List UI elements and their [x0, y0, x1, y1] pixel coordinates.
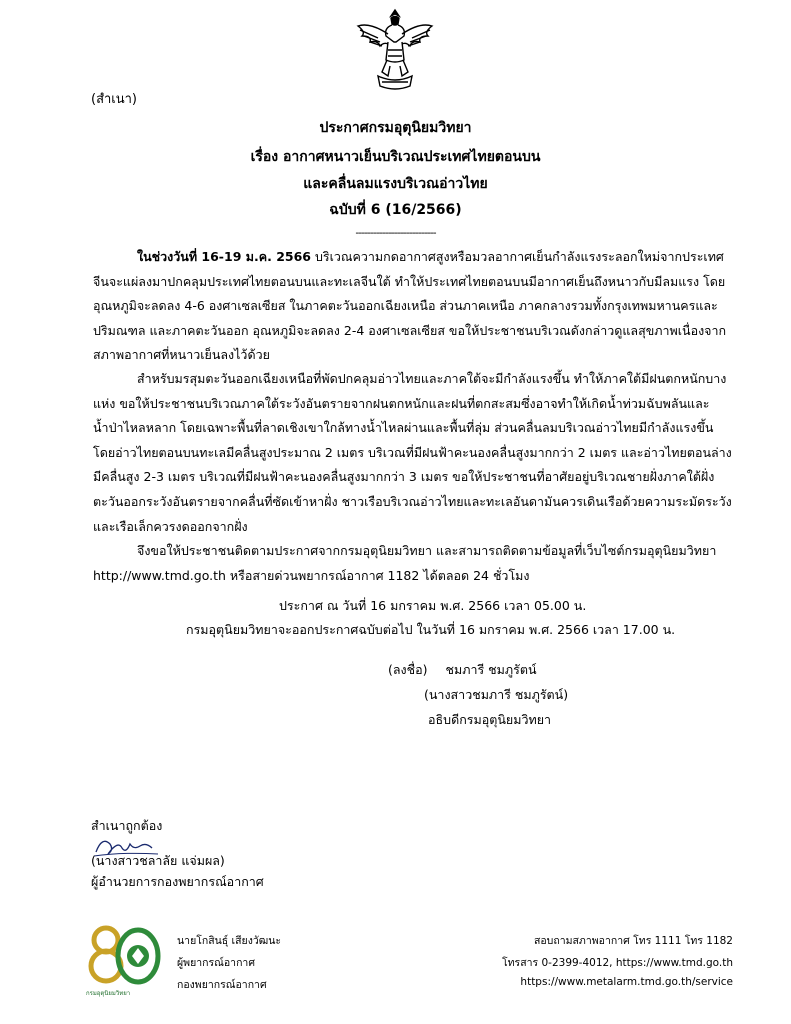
contact-fax-website: โทรสาร 0-2399-4012, https://www.tmd.go.th	[502, 957, 733, 969]
announcement-subject-line1: เรื่อง อากาศหนาวเย็นบริเวณประเทศไทยตอนบน	[250, 149, 541, 165]
announcement-issue-number: ฉบับที่ 6 (16/2566)	[329, 202, 462, 218]
announcement-datetime: ประกาศ ณ วันที่ 16 มกราคม พ.ศ. 2566 เวลา 05.00 น.	[279, 598, 587, 613]
forecaster-division: กองพยากรณ์อากาศ	[177, 979, 267, 991]
paragraph-cold-weather-text: บริเวณความกดอากาศสูงหรือมวลอากาศเย็นกำลังแรงระลอกใหม่จากประเทศจีนจะแผ่ลงมาปกคลุมประเทศไทยตอนบนและทะเลจีนใต้ ทำให้ประเทศไทยตอนบนมีอากาศเย็นถึงหนาวกับมีลมแรง โดยอุณหภูมิจะลดลง 4-6 องศาเซลเซียส ในภาคตะวันออกเฉียงเหนือ ส่วนภาคเหนือ ภาคกลางรวมทั้งกรุงเทพมหานครและปริมณฑล และภาคตะวันออก อุณหภูมิจะลดลง 2-4 องศาเซลเซียส ขอให้ประชาชนบริเวณดังกล่าวดูแลสุขภาพเนื่องจากสภาพอากาศที่หนาวเย็นลงไว้ด้วย	[93, 249, 727, 363]
paragraph-cold-weather	[93, 245, 733, 368]
garuda-emblem-icon	[348, 6, 442, 94]
certifier-position: ผู้อำนวยการกองพยากรณ์อากาศ	[91, 874, 264, 889]
paragraph-lead-date: ในช่วงวันที่ 16-19 ม.ค. 2566	[137, 249, 311, 264]
paragraph-monsoon-text: สำหรับมรสุมตะวันออกเฉียงเหนือที่พัดปกคลุมอ่าวไทยและภาคใต้จะมีกำลังแรงขึ้น ทำให้ภาคใต้มีฝนตกหนักบางแห่ง ขอให้ประชาชนบริเวณภาคใต้ระวังอันตรายจากฝนตกหนักและฝนที่ตกสะสมซึ่งอาจทำให้เกิดน้ำท่วมฉับพลันและน้ำป่าไหลหลาก โดยเฉพาะพื้นที่ลาดเชิงเขาใกล้ทางน้ำไหลผ่านและพื้นที่ลุ่ม ส่วนคลื่นลมบริเวณอ่าวไทยมีกำลังแรงขึ้น โดยอ่าวไทยตอนบนทะเลมีคลื่นสูงประมาณ 2 เมตร บริเวณที่มีฝนฟ้าคะนองคลื่นสูงมากกว่า 2 เมตร และอ่าวไทยตอนล่างมีคลื่นสูง 2-3 เมตร บริเวณที่มีฝนฟ้าคะนองคลื่นสูงมากกว่า 3 เมตร ขอให้ประชาชนที่อาศัยอยู่บริเวณชายฝั่งภาคใต้ฝั่งตะวันออกระวังอันตรายจากคลื่นที่ซัดเข้าหาฝั่ง ชาวเรือบริเวณอ่าวไทยและทะเลอันดามันควรเดินเรือด้วยความระมัดระวัง และเรือเล็กควรงดออกจากฝั่ง	[93, 371, 732, 534]
certifier-name: (นางสาวชลาลัย แจ่มผล)	[91, 853, 225, 868]
contact-service-url: https://www.metalarm.tmd.go.th/service	[520, 976, 733, 988]
signature-line	[388, 660, 537, 680]
title-separator: ---------------------------	[355, 226, 436, 239]
signed-label: (ลงชื่อ)	[388, 662, 428, 677]
copy-label: (สำเนา)	[91, 92, 138, 107]
forecaster-title: ผู้พยากรณ์อากาศ	[177, 957, 255, 969]
paragraph-follow-up-text: จึงขอให้ประชาชนติดตามประกาศจากกรมอุตุนิยมวิทยา และสามารถติดตามข้อมูลที่เว็บไซต์กรมอุตุนิยมวิทยา http://www.tmd.go.th หรือสายด่วนพยากรณ์อากาศ 1182 ได้ตลอด 24 ชั่วโมง	[93, 543, 717, 583]
announcement-subject-line2: และคลื่นลมแรงบริเวณอ่าวไทย	[303, 176, 488, 192]
signed-name: ชมภารี ชมภูรัตน์	[445, 662, 537, 677]
paragraph-monsoon	[93, 367, 733, 539]
paragraph-follow-up	[93, 539, 733, 588]
certified-copy-label: สำเนาถูกต้อง	[91, 818, 163, 833]
signatory-position: อธิบดีกรมอุตุนิยมวิทยา	[428, 712, 552, 727]
contact-hotline: สอบถามสภาพอากาศ โทร 1111 โทร 1182	[533, 935, 733, 947]
forecaster-name: นายโกสินธุ์ เสียงวัฒนะ	[177, 935, 282, 947]
announcement-agency-title: ประกาศกรมอุตุนิยมวิทยา	[319, 120, 472, 136]
signatory-full-name: (นางสาวชมภารี ชมภูรัตน์)	[424, 687, 569, 702]
tmd-80-logo-icon	[84, 922, 164, 988]
next-announcement-note: กรมอุตุนิยมวิทยาจะออกประกาศฉบับต่อไป ในวันที่ 16 มกราคม พ.ศ. 2566 เวลา 17.00 น.	[186, 622, 676, 637]
logo-caption: กรมอุตุนิยมวิทยา	[86, 990, 131, 997]
